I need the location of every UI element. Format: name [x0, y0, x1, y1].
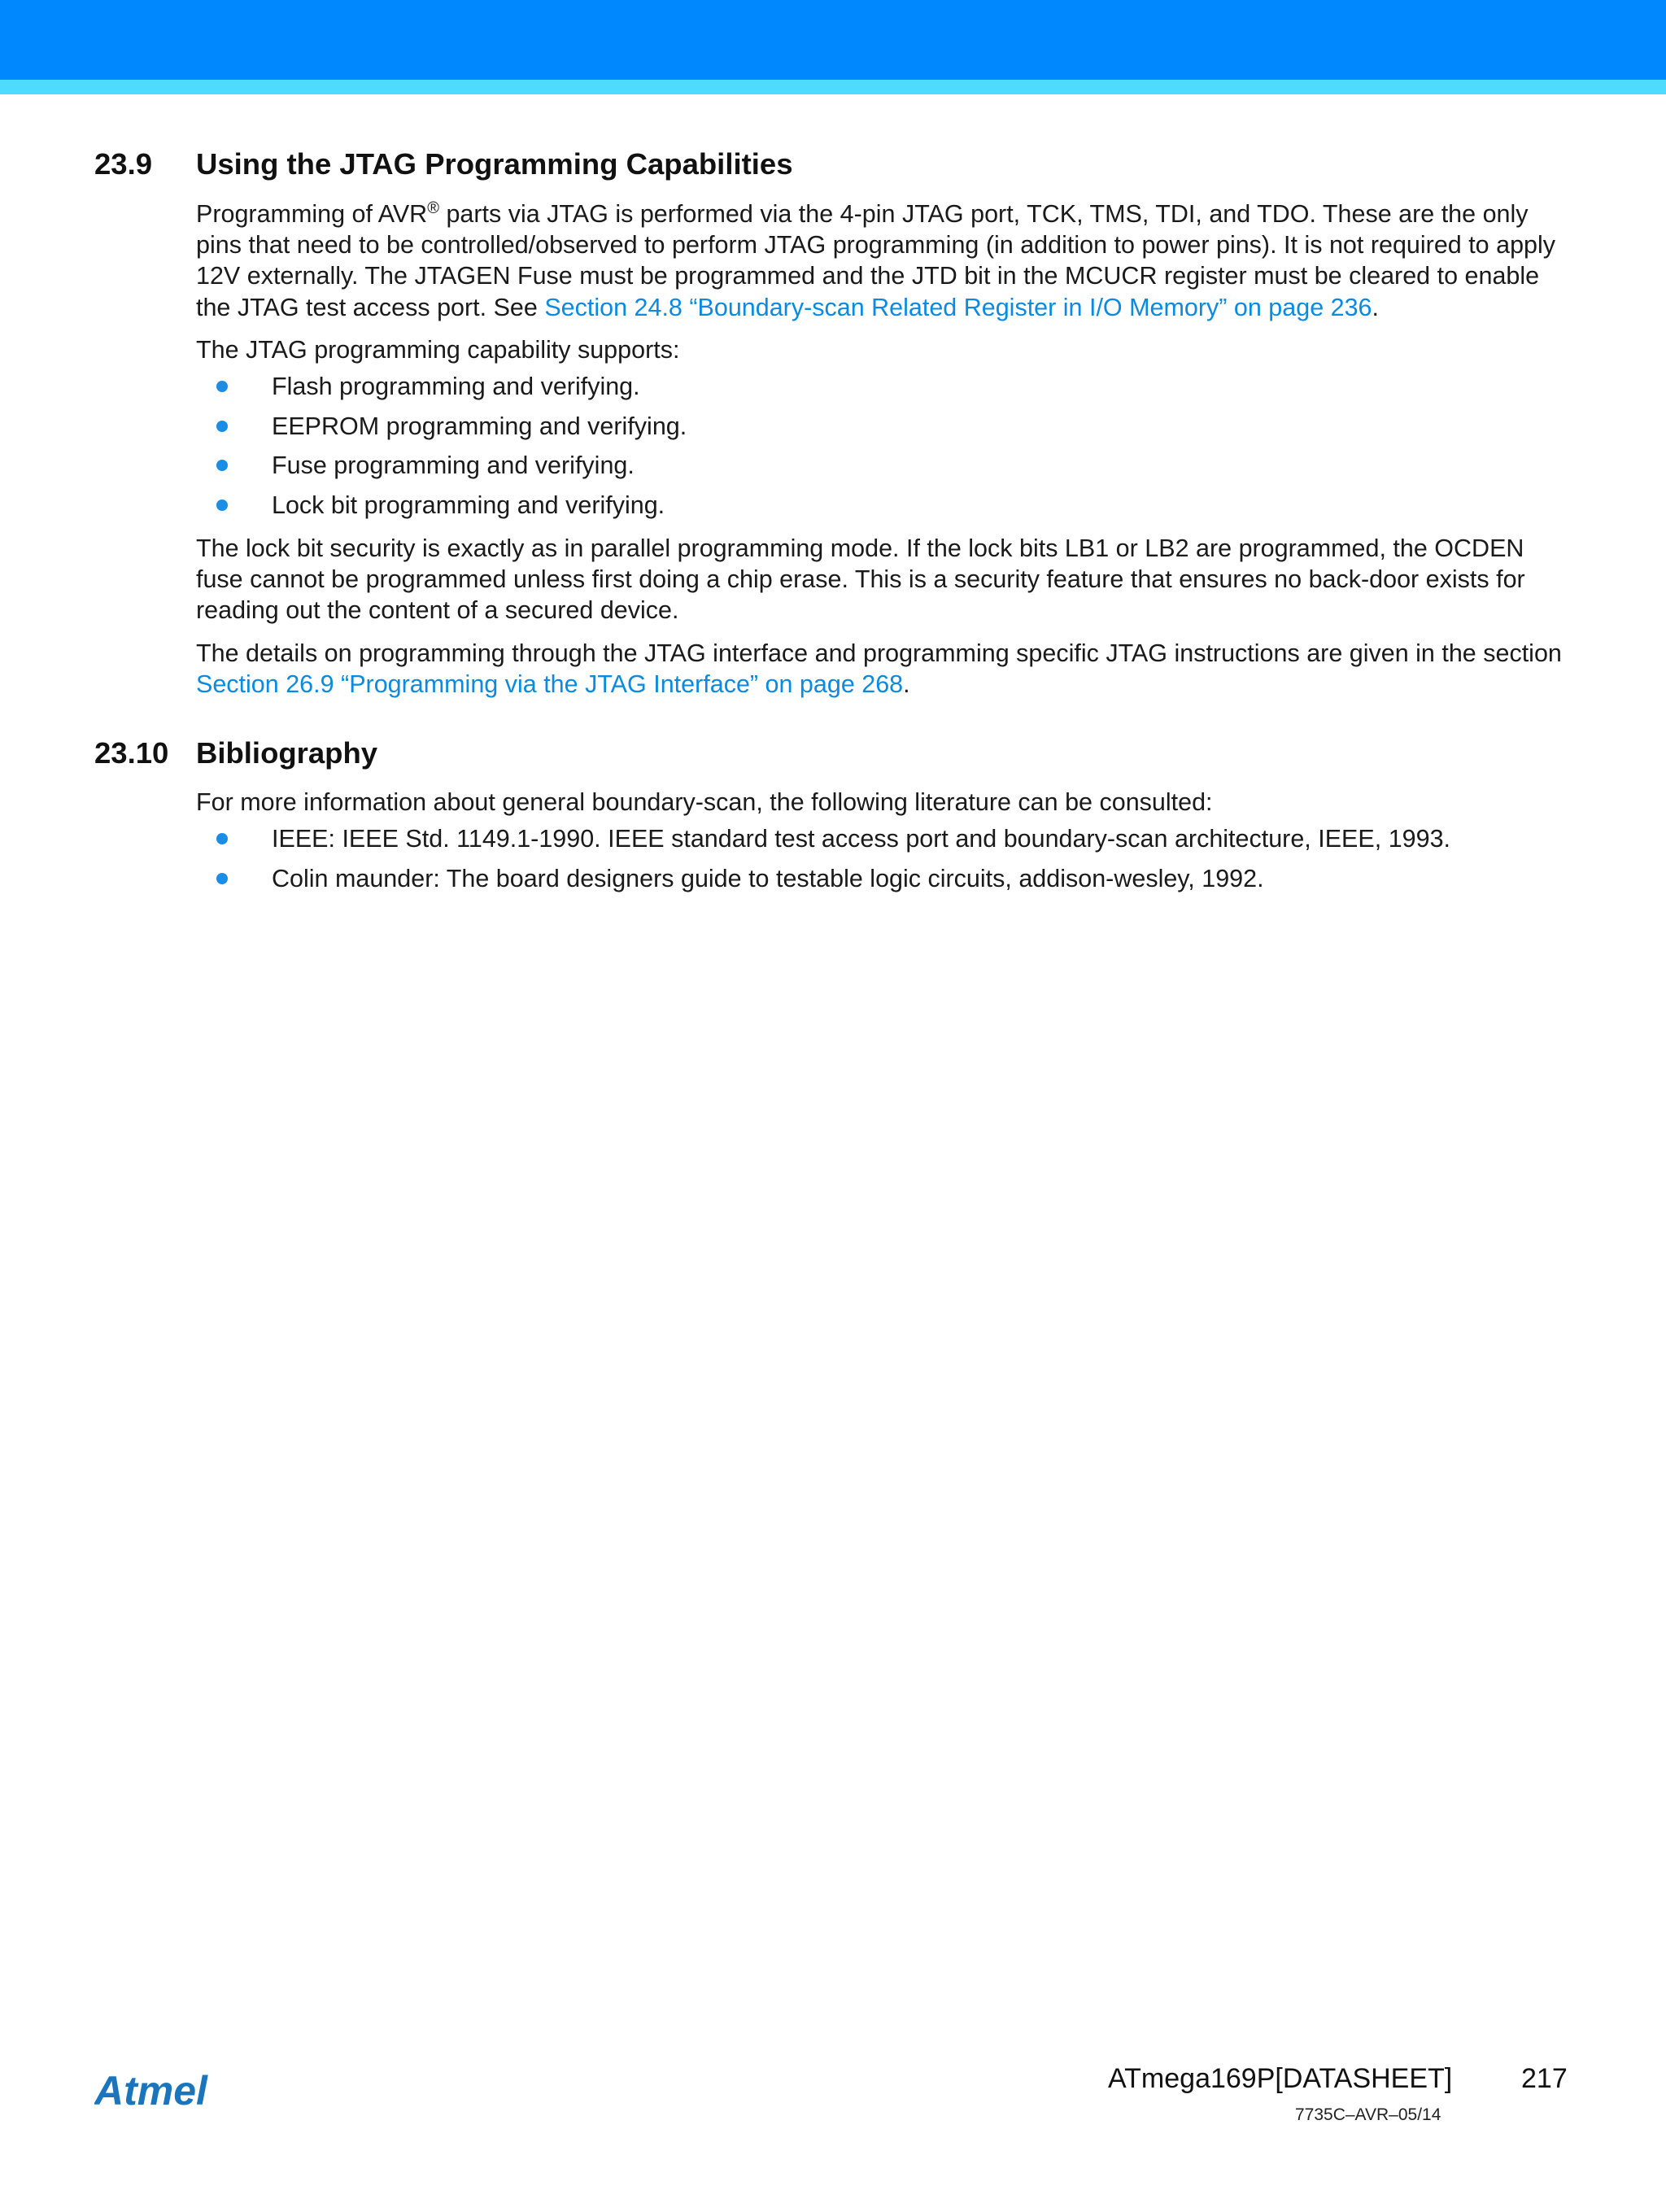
list-item — [196, 486, 687, 526]
registered-mark: ® — [427, 199, 439, 217]
section-number: 23.9 — [94, 147, 153, 181]
paragraph-bibliography-intro: For more information about general boundary-scan, the following literature can be consulted: — [196, 788, 1213, 816]
header-band — [0, 0, 1666, 80]
bullet-icon — [216, 500, 228, 511]
list-item — [196, 407, 687, 447]
list-item-text: IEEE: IEEE Std. 1149.1-1990. IEEE standard test access port and boundary-scan architecture, IEEE, 1993. — [272, 825, 1451, 853]
list-item — [196, 859, 1450, 899]
footer-document-title: ATmega169P[DATASHEET] — [1108, 2063, 1453, 2094]
section-title: Bibliography — [196, 736, 378, 770]
atmel-logo — [94, 2071, 249, 2112]
section-heading-23-9 — [94, 147, 793, 181]
list-item-text: Colin maunder: The board designers guide to testable logic circuits, addison-wesley, 1992. — [272, 864, 1264, 892]
link-section-24-8[interactable]: Section 24.8 “Boundary-scan Related Register in I/O Memory” on page 236 — [544, 293, 1372, 321]
bibliography-list — [196, 819, 1450, 898]
footer-page-number: 217 — [1521, 2063, 1568, 2094]
bullet-icon — [216, 381, 228, 392]
paragraph-jtag-intro — [196, 199, 1571, 323]
section-heading-23-10 — [94, 736, 377, 770]
bullet-icon — [216, 833, 228, 844]
paragraph-programming-details — [196, 638, 1571, 700]
list-item-text: Fuse programming and verifying. — [272, 452, 635, 479]
header-accent-band — [0, 80, 1666, 94]
footer-revision: 7735C–AVR–05/14 — [1295, 2105, 1441, 2124]
bullet-icon — [216, 460, 228, 471]
bullet-icon — [216, 421, 228, 432]
link-section-26-9[interactable]: Section 26.9 “Programming via the JTAG Interface” on page 268 — [196, 670, 904, 699]
svg-text:Atmel: Atmel — [94, 2071, 207, 2112]
section-title: Using the JTAG Programming Capabilities — [196, 147, 793, 181]
bullet-icon — [216, 873, 228, 884]
text-run: . — [1372, 293, 1380, 321]
capability-list — [196, 367, 687, 525]
list-item — [196, 446, 687, 486]
text-run: Programming of AVR — [196, 200, 428, 228]
list-item — [196, 819, 1450, 859]
list-item-text: EEPROM programming and verifying. — [272, 412, 687, 440]
paragraph-lock-bit-security: The lock bit security is exactly as in parallel programming mode. If the lock bits LB1 or LB2 are programmed, the OCDEN fuse cannot be programmed unless first doing a chip erase. This is a security feature that ensures no back-door exists for reading out the content of a secured device. — [196, 534, 1525, 625]
list-item — [196, 367, 687, 407]
text-run: . — [903, 670, 910, 699]
text-run: parts via JTAG is performed via the 4-pin JTAG port, TCK, TMS, TDI, and TDO. These are the only pins that need to be controlled/observed to perform JTAG programming (in addition to power pins). It is not required to apply 12V externally. The JTAGEN Fuse must be programmed and the JTD bit in the MCUCR register must be cleared to enable the JTAG test access port. See — [196, 200, 1556, 321]
text-run: The details on programming through the JTAG interface and programming specific JTAG instructions are given in the section — [196, 639, 1562, 667]
list-item-text: Flash programming and verifying. — [272, 373, 640, 400]
paragraph-capability-supports: The JTAG programming capability supports: — [196, 336, 680, 364]
section-number: 23.10 — [94, 736, 169, 770]
list-item-text: Lock bit programming and verifying. — [272, 491, 665, 519]
